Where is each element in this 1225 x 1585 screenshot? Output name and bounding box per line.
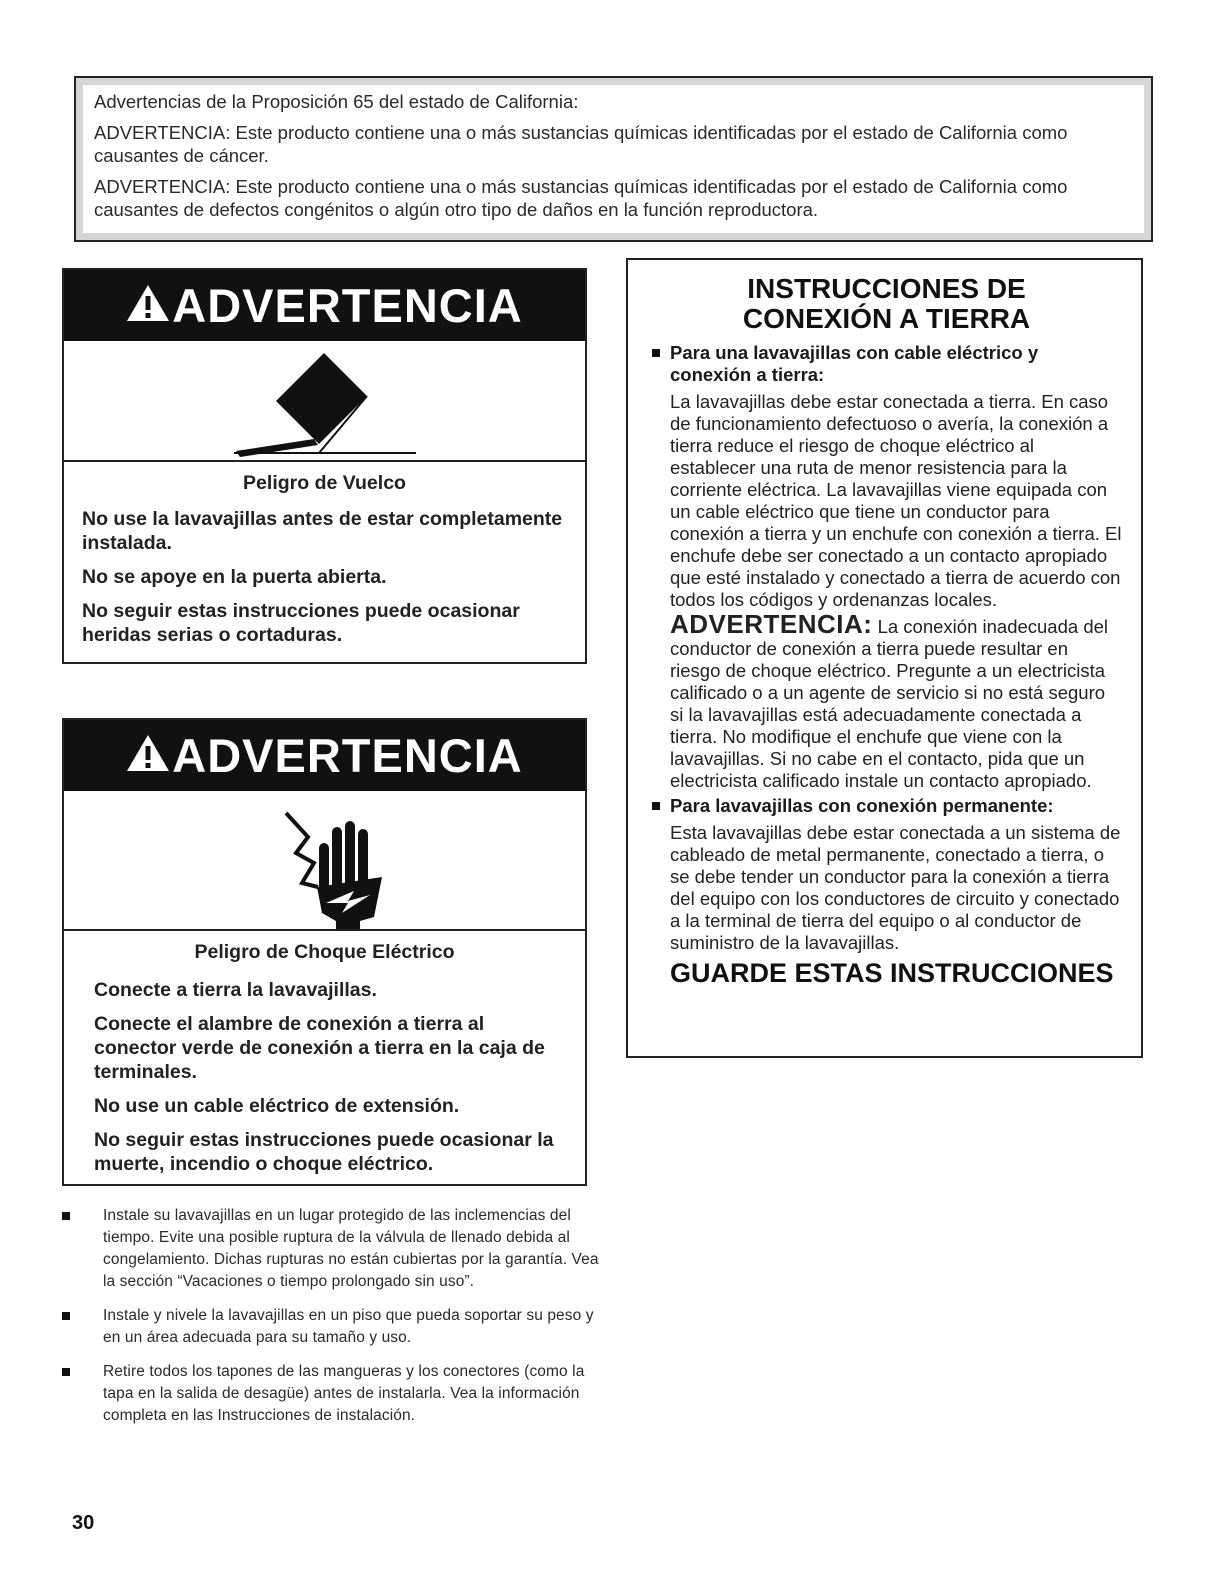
shock-line-4: No seguir estas instrucciones puede ocasionar la muerte, incendio o choque eléctrico. <box>94 1129 554 1175</box>
warning-header-text: ADVERTENCIA <box>172 729 523 782</box>
prop65-cancer-warning: ADVERTENCIA: Este producto contiene una o más sustancias químicas identificadas por el estado de California como causantes de cáncer. <box>94 122 1068 166</box>
warning-triangle-icon <box>126 270 170 341</box>
installation-notes <box>62 1205 602 1439</box>
tip-over-line-3: No seguir estas instrucciones puede ocasionar heridas serias o cortaduras. <box>82 600 520 646</box>
prop65-birth-warning: ADVERTENCIA: Este producto contiene una o más sustancias químicas identificadas por el estado de California como causantes de defectos congénitos o algún otro tipo de daños en la función reproductora. <box>94 176 1068 220</box>
grounding-warning-text: La conexión inadecuada del conductor de conexión a tierra puede resultar en riesgo de choque eléctrico. Pregunte a un electricista calificado o a un agente de servicio si no está seguro si la lavavajillas está adecuadamente conectada a tierra. No modifique el enchufe que viene con la lavavajillas. Si no cabe en el contacto, pida que un electricista calificado instale un contacto apropiado. <box>670 616 1109 791</box>
tip-over-line-1: No use la lavavajillas antes de estar completamente instalada. <box>82 508 563 554</box>
shock-line-2: Conecte el alambre de conexión a tierra al conector verde de conexión a tierra en la caja de terminales. <box>94 1013 545 1083</box>
electric-shock-hand-icon <box>64 791 589 929</box>
shock-line-3: No use un cable eléctrico de extensión. <box>94 1095 460 1117</box>
grounding-bullet-cord: Para una lavavajillas con cable eléctrico y conexión a tierra: <box>650 342 1123 386</box>
tip-over-pictogram <box>64 341 585 460</box>
page-number: 30 <box>72 1512 95 1534</box>
grounding-title-line-1: INSTRUCCIONES DE <box>747 273 1026 304</box>
tip-over-line-2: No se apoye en la puerta abierta. <box>82 566 387 588</box>
tip-over-hazard-title: Peligro de Vuelco <box>243 472 406 494</box>
grounding-paragraph-permanent: Esta lavavajillas debe estar conectada a un sistema de cableado de metal permanente, conectado a tierra, o se debe tender un conductor para la conexión a tierra del equipo con los conductores de circuito y conectado a la terminal de tierra del equipo o al conductor de suministro de la lavavajillas. <box>670 822 1121 953</box>
grounding-warning-label: ADVERTENCIA: <box>670 609 873 639</box>
warning-header <box>64 270 585 341</box>
grounding-bullet-permanent: Para lavavajillas con conexión permanente: <box>650 795 1123 817</box>
list-item: Retire todos los tapones de las mangueras y los conectores (como la tapa en la salida de desagüe) antes de instalarla. Vea la información completa en las Instrucciones de instalación. <box>62 1361 602 1427</box>
tip-over-warning <box>62 268 587 664</box>
warning-triangle-icon <box>126 720 170 791</box>
grounding-instructions <box>626 258 1143 1058</box>
shock-line-1: Conecte a tierra la lavavajillas. <box>94 979 377 1001</box>
warning-header <box>64 720 585 791</box>
list-item: Instale su lavavajillas en un lugar protegido de las inclemencias del tiempo. Evite una posible ruptura de la válvula de llenado debida al congelamiento. Dichas rupturas no están cubiertas por la garantía. Vea la sección “Vacaciones o tiempo prolongado sin uso”. <box>62 1205 602 1293</box>
list-item: Instale y nivele la lavavajillas en un piso que pueda soportar su peso y en un área adecuada para su tamaño y uso. <box>62 1305 602 1349</box>
shock-pictogram <box>64 791 585 929</box>
grounding-warning-paragraph <box>650 609 1123 792</box>
prop65-heading: Advertencias de la Proposición 65 del estado de California: <box>94 91 579 112</box>
electric-shock-warning <box>62 718 587 1186</box>
grounding-paragraph-cord: La lavavajillas debe estar conectada a tierra. En caso de funcionamiento defectuoso o avería, la conexión a tierra reduce el riesgo de choque eléctrico al establecer una ruta de menor resistencia para la corriente eléctrica. La lavavajillas viene equipada con un cable eléctrico que tiene un conductor para conexión a tierra y un enchufe con conexión a tierra. El enchufe debe ser conectado a un contacto apropiado que esté instalado y conectado a tierra de acuerdo con todos los códigos y ordenanzas locales. <box>670 391 1122 610</box>
grounding-title-line-2: CONEXIÓN A TIERRA <box>742 303 1031 334</box>
tip-over-icon <box>64 341 589 460</box>
warning-header-text: ADVERTENCIA <box>172 279 523 332</box>
save-instructions-heading: GUARDE ESTAS INSTRUCCIONES <box>670 958 1114 988</box>
grounding-title <box>650 274 1123 334</box>
prop65-notice <box>74 76 1153 242</box>
shock-hazard-title: Peligro de Choque Eléctrico <box>194 941 455 963</box>
